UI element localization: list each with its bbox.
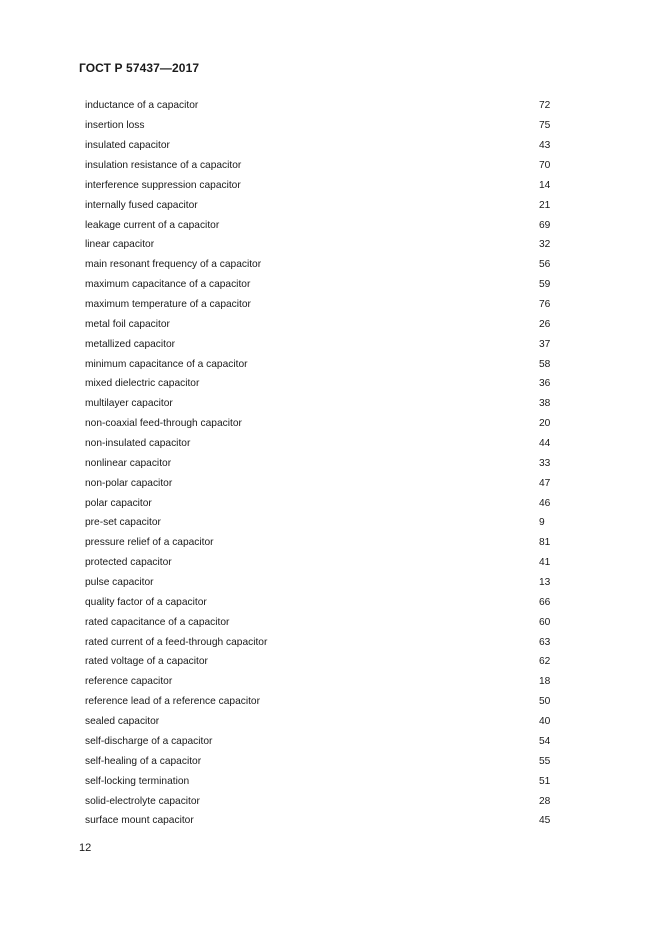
index-entry — [85, 295, 555, 315]
document-header: ГОСТ Р 57437—2017 — [79, 61, 200, 75]
index-term: nonlinear capacitor — [85, 457, 172, 469]
index-term: main resonant frequency of a capacitor — [85, 259, 262, 271]
index-entry — [85, 493, 555, 513]
index-term: sealed capacitor — [85, 716, 160, 728]
index-entry — [85, 632, 555, 652]
index-term: inductance of a capacitor — [85, 100, 199, 112]
index-term: pressure relief of a capacitor — [85, 537, 214, 549]
index-term: non-polar capacitor — [85, 477, 173, 489]
index-entry — [85, 374, 555, 394]
index-page-ref: 62 — [539, 656, 551, 668]
index-term: non-insulated capacitor — [85, 438, 191, 450]
index-term: protected capacitor — [85, 557, 172, 569]
index-entry — [85, 414, 555, 434]
index-term: metal foil capacitor — [85, 318, 170, 330]
index-entry — [85, 791, 555, 811]
index-page-ref: 46 — [539, 497, 551, 509]
index-page-ref: 69 — [539, 219, 551, 231]
index-entry — [85, 434, 555, 454]
index-term: maximum temperature of a capacitor — [85, 299, 251, 311]
index-entry — [85, 553, 555, 573]
index-page-ref: 44 — [539, 438, 551, 450]
index-term: insertion loss — [85, 120, 145, 132]
index-page-ref: 47 — [539, 477, 551, 489]
index-entry — [85, 513, 555, 533]
index-entry — [85, 96, 555, 116]
index-page-ref: 70 — [539, 160, 551, 171]
index-page-ref: 56 — [539, 259, 551, 271]
index-page-ref: 37 — [539, 338, 551, 350]
index-term: pre-set capacitor — [85, 517, 161, 529]
index-page-ref: 36 — [539, 378, 551, 390]
index-entry — [85, 712, 555, 732]
index-entry — [85, 811, 555, 831]
index-page-ref: 13 — [539, 577, 551, 589]
index-term: reference capacitor — [85, 676, 173, 688]
index-entry — [85, 334, 555, 354]
index-term: minimum capacitance of a capacitor — [85, 358, 248, 370]
index-entry — [85, 751, 555, 771]
index-page-ref: 54 — [539, 735, 551, 747]
index-page-ref: 72 — [539, 100, 551, 112]
index-entry — [85, 195, 555, 215]
term-index-list — [85, 96, 555, 831]
index-term: quality factor of a capacitor — [85, 596, 207, 608]
index-page-ref: 40 — [539, 716, 551, 728]
index-page-ref: 43 — [539, 140, 551, 152]
index-term: self-locking termination — [85, 775, 190, 787]
index-entry — [85, 215, 555, 235]
index-term: rated voltage of a capacitor — [85, 656, 208, 668]
index-page-ref: 66 — [539, 596, 551, 608]
index-term: leakage current of a capacitor — [85, 219, 220, 231]
index-term: insulation resistance of a capacitor — [85, 160, 242, 171]
index-term: pulse capacitor — [85, 577, 154, 589]
index-entry — [85, 314, 555, 334]
index-entry — [85, 255, 555, 275]
index-entry — [85, 394, 555, 414]
index-page-ref: 18 — [539, 676, 551, 688]
index-term: internally fused capacitor — [85, 199, 198, 211]
index-term: reference lead of a reference capacitor — [85, 696, 260, 708]
index-page-ref: 21 — [539, 199, 551, 211]
index-entry — [85, 771, 555, 791]
index-term: insulated capacitor — [85, 140, 170, 152]
index-term: rated capacitance of a capacitor — [85, 616, 230, 628]
index-entry — [85, 612, 555, 632]
index-page-ref: 76 — [539, 299, 551, 311]
index-page-ref: 51 — [539, 775, 551, 787]
index-entry — [85, 692, 555, 712]
index-entry — [85, 116, 555, 136]
index-entry — [85, 354, 555, 374]
index-page-ref: 55 — [539, 755, 551, 767]
index-term: self-healing of a capacitor — [85, 755, 202, 767]
index-term: linear capacitor — [85, 239, 155, 251]
index-term: metallized capacitor — [85, 338, 176, 350]
index-entry — [85, 473, 555, 493]
index-page-ref: 26 — [539, 318, 551, 330]
index-term: surface mount capacitor — [85, 815, 194, 827]
index-page-ref: 50 — [539, 696, 551, 708]
index-page-ref: 45 — [539, 815, 551, 827]
index-page-ref: 14 — [539, 179, 551, 191]
index-entry — [85, 652, 555, 672]
index-entry — [85, 672, 555, 692]
index-entry — [85, 573, 555, 593]
index-page-ref: 58 — [539, 358, 551, 370]
index-term: polar capacitor — [85, 497, 152, 509]
index-entry — [85, 533, 555, 553]
index-page-ref: 59 — [539, 279, 551, 291]
index-entry — [85, 136, 555, 156]
index-page-ref: 33 — [539, 457, 551, 469]
index-page-ref: 41 — [539, 557, 551, 569]
index-entry — [85, 592, 555, 612]
index-term: interference suppression capacitor — [85, 179, 241, 191]
index-page-ref: 60 — [539, 616, 551, 628]
index-entry — [85, 175, 555, 195]
index-entry — [85, 235, 555, 255]
index-page-ref: 38 — [539, 398, 551, 410]
index-term: solid-electrolyte capacitor — [85, 795, 200, 807]
index-term: non-coaxial feed-through capacitor — [85, 418, 242, 430]
index-entry — [85, 453, 555, 473]
index-page-ref: 20 — [539, 418, 551, 430]
index-term: multilayer capacitor — [85, 398, 173, 410]
index-term: mixed dielectric capacitor — [85, 378, 200, 390]
index-entry — [85, 156, 555, 176]
index-entry — [85, 732, 555, 752]
index-page-ref: 75 — [539, 120, 551, 132]
index-term: self-discharge of a capacitor — [85, 735, 213, 747]
index-entry — [85, 275, 555, 295]
index-page-ref: 28 — [539, 795, 551, 807]
index-page-ref: 9 — [539, 517, 545, 529]
index-term: rated current of a feed-through capacitor — [85, 636, 268, 648]
index-page-ref: 63 — [539, 636, 551, 648]
index-page-ref: 32 — [539, 239, 551, 251]
page-number: 12 — [79, 842, 92, 854]
index-page-ref: 81 — [539, 537, 551, 549]
index-term: maximum capacitance of a capacitor — [85, 279, 251, 291]
